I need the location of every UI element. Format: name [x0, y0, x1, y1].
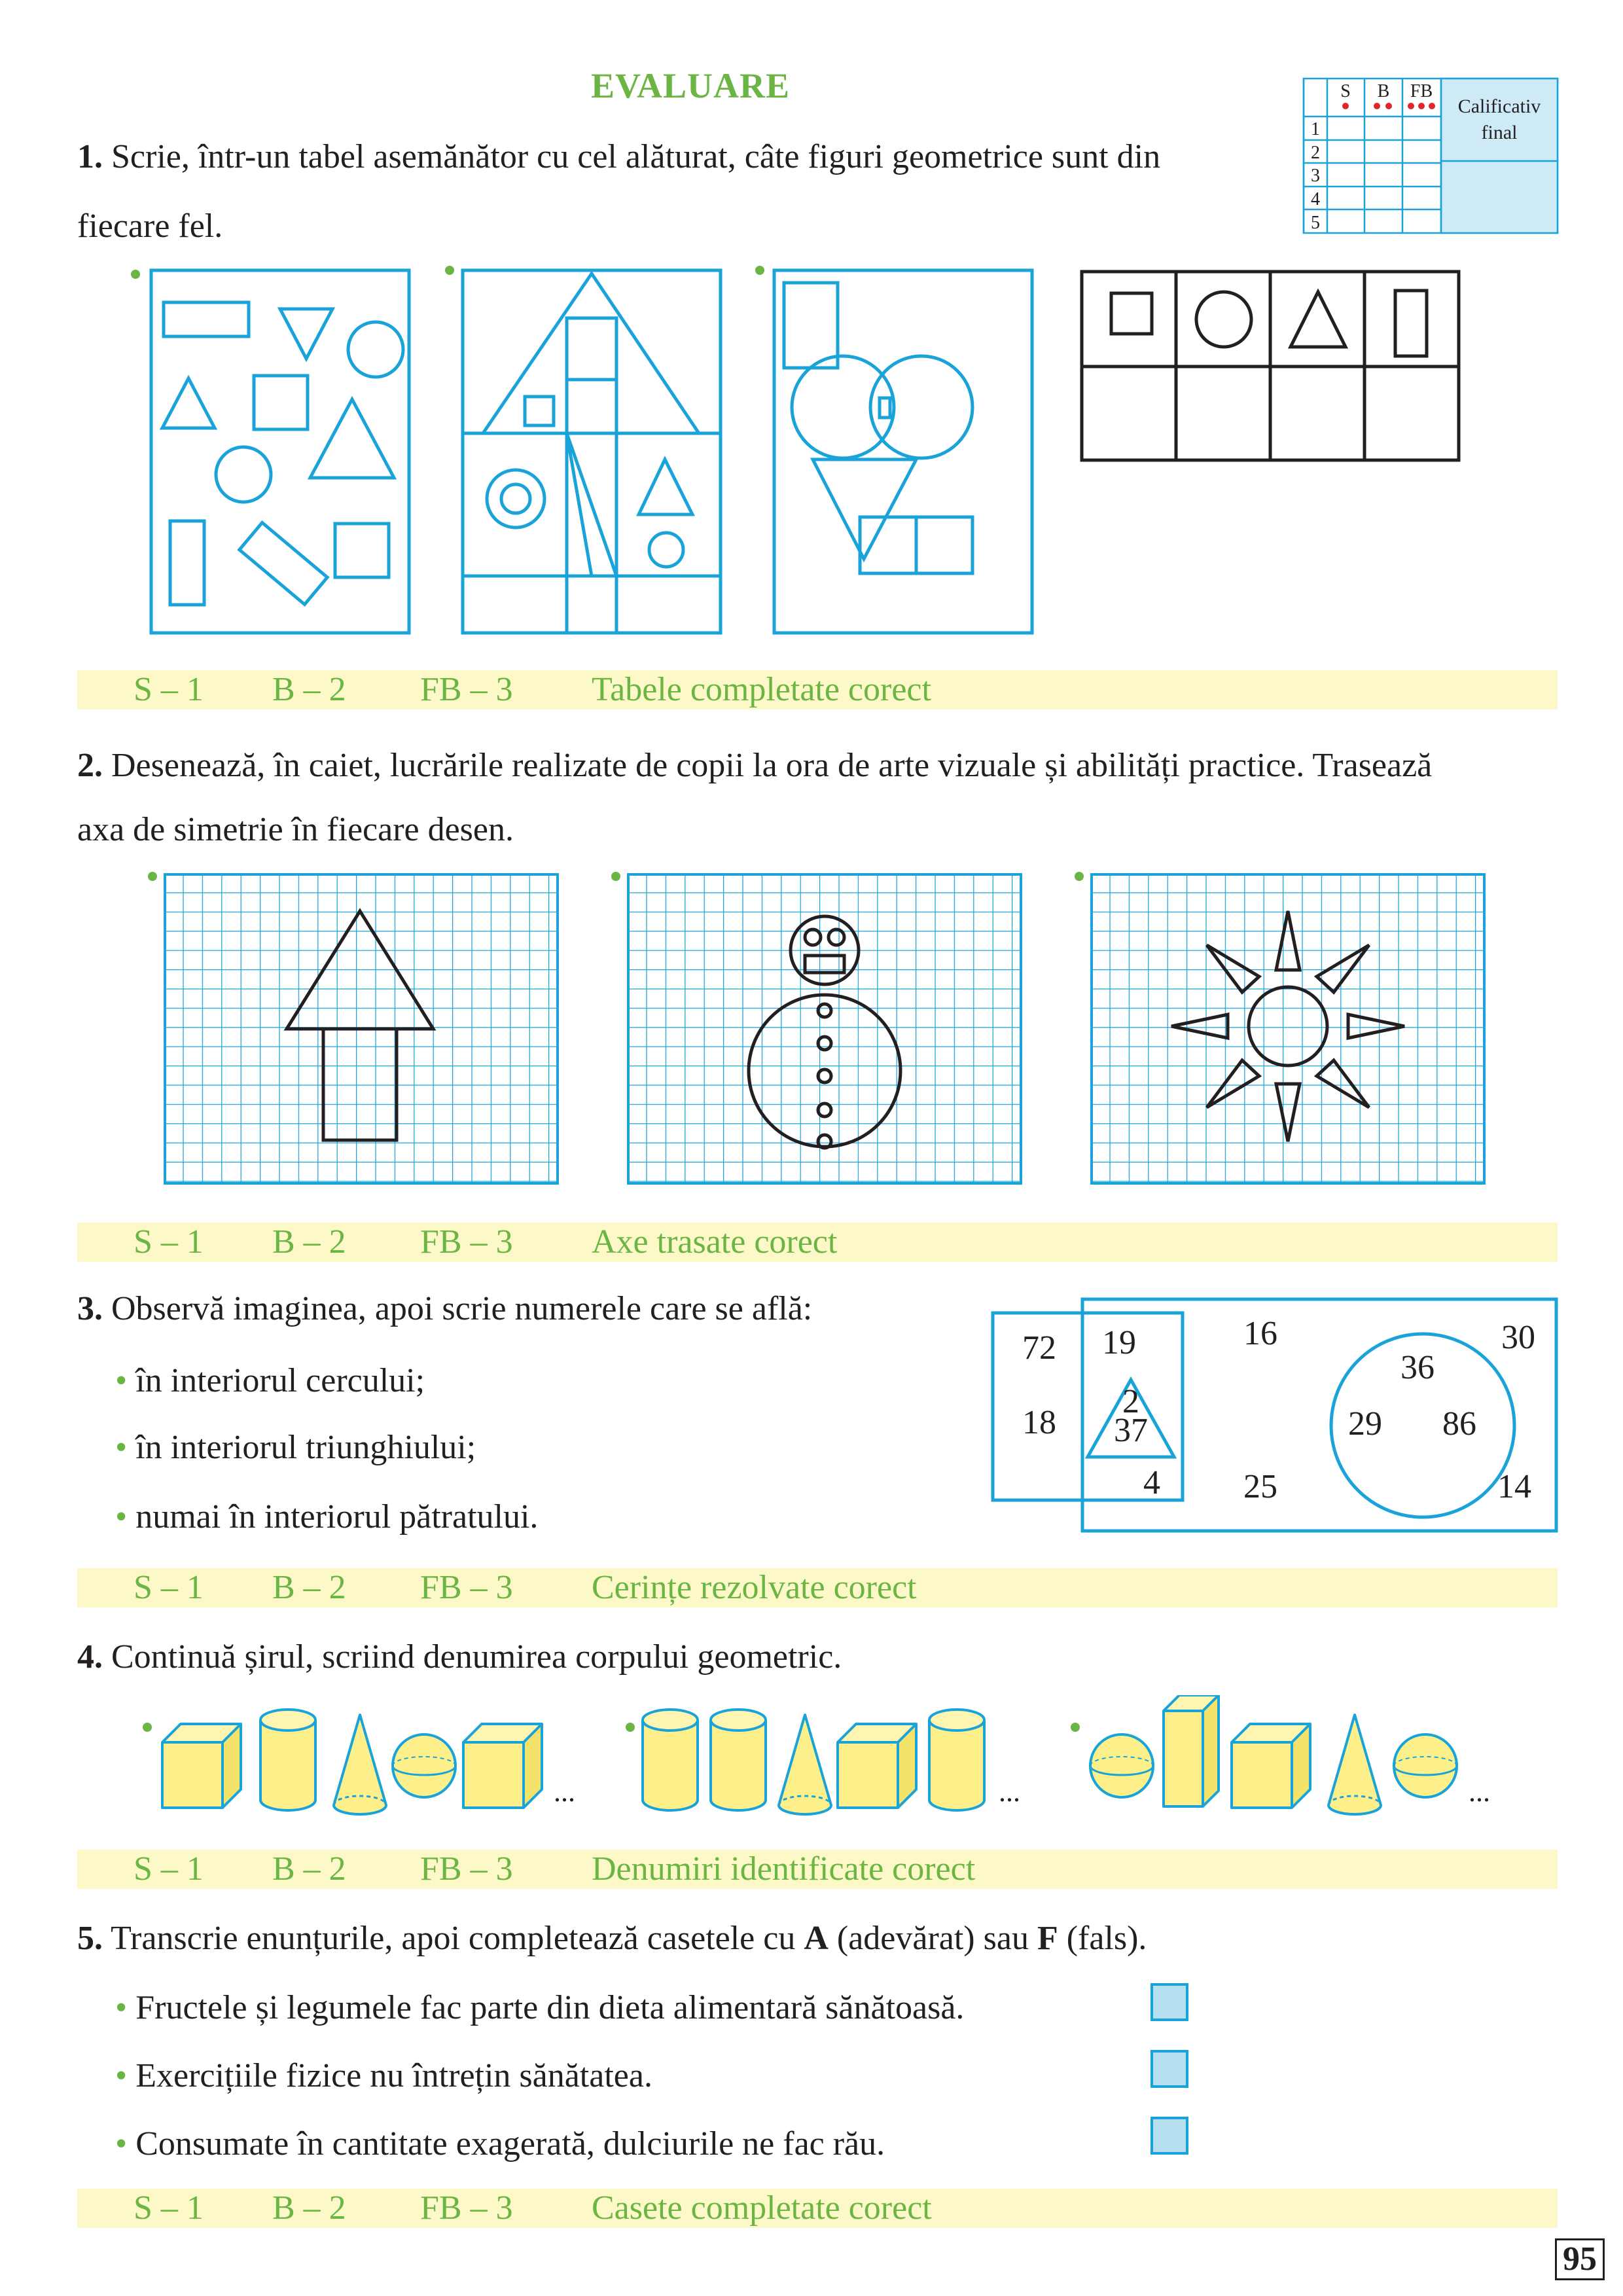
triangle-shape [280, 309, 332, 359]
triangle-shape [1291, 292, 1346, 347]
diagram-number: 72 [1022, 1329, 1056, 1367]
green-dot [131, 270, 140, 279]
ex1-text: Scrie, într-un tabel asemănător cu cel alăturat, câte figuri geometrice sunt din [111, 138, 1161, 175]
answer-box[interactable] [1150, 1983, 1188, 2021]
ex1-shapes-panel-2 [461, 268, 725, 641]
diagram-number: 25 [1243, 1468, 1277, 1505]
ex5-true-letter: A [804, 1920, 829, 1957]
rectangle-shape [1395, 291, 1427, 356]
square-shape [525, 397, 554, 425]
ex4-ellipsis: ... [554, 1776, 575, 1808]
grading-band [77, 670, 1558, 709]
page-number: 95 [1555, 2238, 1605, 2280]
diagram-number: 36 [1400, 1349, 1435, 1386]
cylinder-solid [711, 1710, 766, 1810]
score-dot [1374, 103, 1380, 109]
page-title: EVALUARE [590, 66, 791, 105]
ex1-line1 [77, 140, 1160, 174]
ex1-shapes-panel-1 [149, 268, 411, 641]
ex4-number: 4. [77, 1638, 103, 1676]
ex4-text: Continuă șirul, scriind denumirea corpului geometric. [111, 1638, 842, 1676]
circle-shape [487, 470, 544, 528]
grade-criterion: Denumiri identificate corect [592, 1850, 976, 1888]
cube-solid [463, 1724, 542, 1808]
ex5-text: (fals). [1066, 1920, 1147, 1957]
green-dot [1075, 872, 1084, 881]
rectangle-shape [164, 302, 249, 336]
rectangle-shape [880, 398, 890, 418]
ex2-line2: axa de simetrie în fiecare desen. [77, 811, 514, 848]
answer-box[interactable] [1150, 2117, 1188, 2155]
score-dot [1385, 103, 1392, 109]
circle-shape [870, 356, 972, 458]
ex5-statement-text: Exercițiile fizice nu întrețin sănătatea. [135, 2057, 652, 2094]
ex4-ellipsis: ... [999, 1776, 1020, 1808]
bullet-icon: • [115, 1989, 128, 2026]
grade-b: B – 2 [272, 2189, 346, 2227]
cylinder-solid [643, 1710, 698, 1810]
circle-shape [216, 447, 271, 502]
score-row-label: 3 [1311, 166, 1320, 186]
circle-shape [1196, 292, 1251, 347]
sphere-solid [1394, 1734, 1457, 1797]
score-dot [1418, 103, 1425, 109]
grade-s: S – 1 [134, 1850, 204, 1888]
ex5-text-line [77, 1922, 1147, 1956]
bullet-icon: • [115, 2057, 128, 2094]
sphere-solid [393, 1734, 455, 1797]
square-shape [1111, 293, 1152, 334]
ex5-statement [115, 2127, 885, 2161]
symmetry-drawing-house [164, 873, 560, 1187]
ex5-statement [115, 1991, 964, 2025]
score-header-fb: FB [1410, 81, 1433, 101]
rectangle-shape [170, 521, 204, 605]
circle-shape [501, 484, 530, 513]
rectangle-shape [784, 283, 838, 368]
square-shape [335, 524, 389, 577]
cone-solid [779, 1715, 831, 1814]
bullet-icon: • [115, 1498, 128, 1535]
score-header-s: S [1340, 81, 1351, 101]
symmetry-drawing-snowman [627, 873, 1024, 1187]
grade-criterion: Cerințe rezolvate corect [592, 1569, 917, 1606]
score-row-label: 5 [1311, 213, 1320, 233]
ex4-text-line [77, 1640, 842, 1674]
sphere-solid [1090, 1734, 1153, 1797]
ex4-ellipsis: ... [1469, 1776, 1490, 1808]
diagram-number: 16 [1243, 1315, 1277, 1352]
answer-box[interactable] [1150, 2050, 1188, 2088]
ex2-line1 [77, 749, 1432, 783]
grade-fb: FB – 3 [420, 2189, 513, 2227]
grade-s: S – 1 [134, 1569, 204, 1606]
score-table [1302, 77, 1559, 234]
grade-s: S – 1 [134, 1223, 204, 1261]
cylinder-solid [260, 1710, 315, 1810]
ex3-bullet-text: în interiorul cercului; [135, 1362, 425, 1399]
circle-shape [649, 533, 683, 567]
triangle-shape [813, 459, 916, 559]
grade-criterion: Axe trasate corect [592, 1223, 838, 1261]
ex1-line2: fiecare fel. [77, 207, 223, 245]
ex3-venn-diagram [991, 1297, 1560, 1534]
ex3-bullet-text: în interiorul triunghiului; [135, 1429, 476, 1466]
score-final-label: final [1481, 122, 1518, 143]
grade-b: B – 2 [272, 1850, 346, 1888]
diagram-number: 30 [1501, 1319, 1535, 1356]
ex1-shapes-panel-3 [772, 268, 1037, 641]
grading-band [77, 1223, 1558, 1262]
triangle-shape [310, 399, 394, 478]
diagram-number: 4 [1143, 1464, 1160, 1501]
ex3-bullet-text: numai în interiorul pătratului. [135, 1498, 539, 1535]
triangle-shape [483, 274, 699, 433]
ex3-bullet-item [115, 1500, 538, 1534]
rectangle-shape [240, 523, 327, 605]
grading-band [77, 1568, 1558, 1607]
cube-solid [162, 1724, 241, 1808]
ex5-text: Transcrie enunțurile, apoi completează casetele cu [111, 1920, 796, 1957]
diagram-number: 2 [1122, 1383, 1139, 1420]
grade-b: B – 2 [272, 1223, 346, 1261]
rectangle-shape [567, 318, 616, 433]
diagram-number: 86 [1442, 1405, 1476, 1443]
score-dot [1429, 103, 1435, 109]
ex5-text: (adevărat) sau [836, 1920, 1029, 1957]
grade-fb: FB – 3 [420, 671, 513, 708]
cylinder-solid [929, 1710, 984, 1810]
square-shape [860, 517, 916, 573]
ex1-number: 1. [77, 138, 103, 175]
ex2-number: 2. [77, 747, 103, 784]
score-header-b: B [1377, 81, 1390, 101]
ex5-false-letter: F [1037, 1920, 1058, 1957]
bullet-icon: • [115, 1429, 128, 1466]
cone-solid [334, 1715, 386, 1814]
grade-criterion: Casete completate corect [592, 2189, 932, 2227]
diagram-number: 29 [1348, 1405, 1382, 1443]
grading-band [77, 1850, 1558, 1889]
grade-fb: FB – 3 [420, 1850, 513, 1888]
score-row-label: 4 [1311, 189, 1320, 209]
symmetry-drawing-sun [1090, 873, 1487, 1187]
ex2-text: Desenează, în caiet, lucrările realizate de copii la ora de arte vizuale și abilități practice. Trasează [111, 747, 1433, 784]
green-dot [755, 266, 764, 275]
ex3-number: 3. [77, 1290, 103, 1327]
ex4-solids-sequence [151, 1695, 1525, 1820]
grade-s: S – 1 [134, 2189, 204, 2227]
green-dot [148, 872, 157, 881]
grade-b: B – 2 [272, 1569, 346, 1606]
ex3-bullet-item [115, 1364, 425, 1398]
cube-solid [1232, 1724, 1310, 1808]
square-shape [916, 517, 972, 573]
grade-b: B – 2 [272, 671, 346, 708]
diagram-number: 18 [1022, 1404, 1056, 1441]
cone-solid [1329, 1715, 1381, 1814]
diagram-number: 14 [1497, 1468, 1531, 1505]
ex1-answer-table [1080, 270, 1462, 463]
triangle-shape [162, 378, 215, 428]
score-dot [1342, 103, 1349, 109]
diagram-number: 37 [1114, 1412, 1148, 1449]
grade-s: S – 1 [134, 671, 204, 708]
bullet-icon: • [115, 1362, 128, 1399]
green-dot [611, 872, 620, 881]
green-dot [445, 266, 454, 275]
grade-criterion: Tabele completate corect [592, 671, 931, 708]
circle-shape [348, 322, 403, 377]
ex3-text: Observă imaginea, apoi scrie numerele care se află: [111, 1290, 813, 1327]
score-row-label: 1 [1311, 119, 1320, 139]
ex3-intro [77, 1292, 812, 1326]
ex5-statement-text: Consumate în cantitate exagerată, dulciurile ne fac rău. [135, 2125, 885, 2162]
triangle-shape [639, 459, 692, 514]
cube-solid [838, 1724, 916, 1808]
grade-fb: FB – 3 [420, 1569, 513, 1606]
grading-band [77, 2189, 1558, 2228]
score-dot [1408, 103, 1414, 109]
score-final-label: Calificativ [1457, 96, 1541, 117]
prism-solid [1164, 1695, 1219, 1806]
ex5-number: 5. [77, 1920, 103, 1957]
ex5-statement [115, 2059, 652, 2093]
square-shape [254, 376, 308, 429]
triangle-shape [567, 433, 616, 576]
score-row-label: 2 [1311, 143, 1320, 163]
bullet-icon: • [115, 2125, 128, 2162]
grade-fb: FB – 3 [420, 1223, 513, 1261]
ex3-bullet-item [115, 1431, 476, 1465]
diagram-number: 19 [1102, 1324, 1136, 1361]
ex5-statement-text: Fructele și legumele fac parte din dieta alimentară sănătoasă. [135, 1989, 965, 2026]
